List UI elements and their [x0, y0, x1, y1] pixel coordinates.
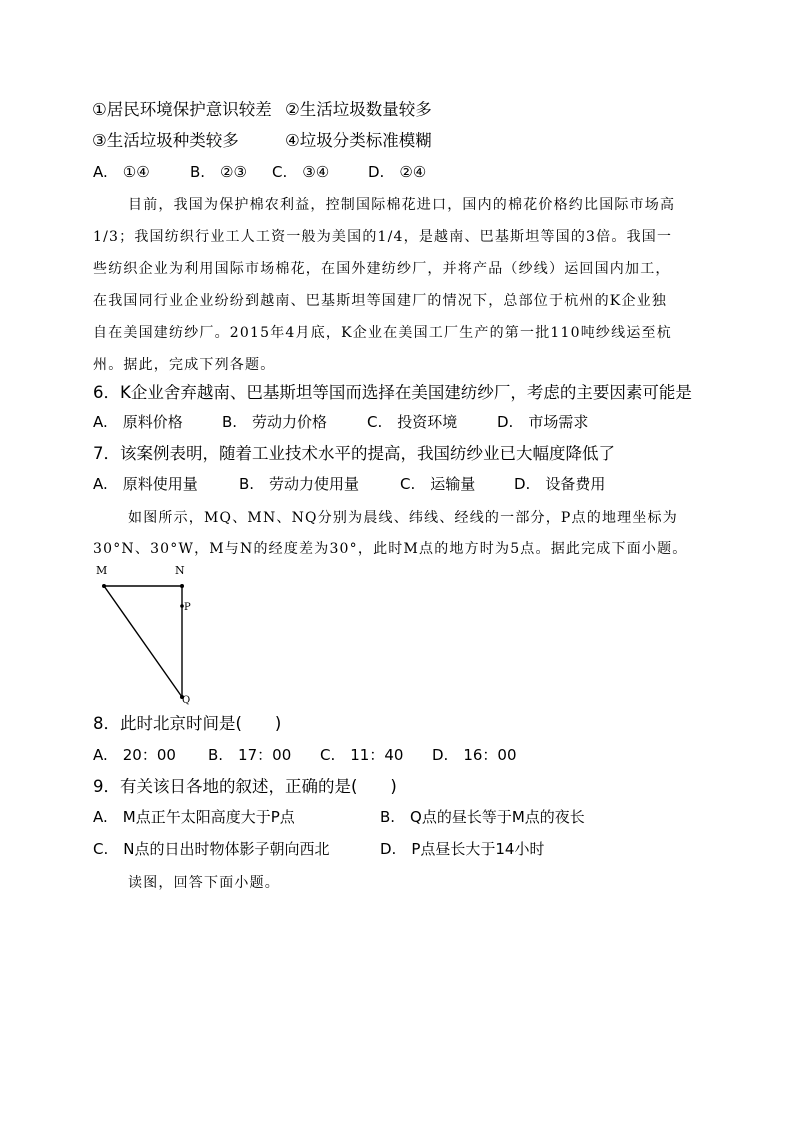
terminator-figure [90, 560, 200, 705]
q6-option-d: D. 市场需求 [497, 413, 589, 431]
q8-stem: 8．此时北京时间是( ) [93, 714, 282, 733]
q5-option-b: B. ②③ [190, 163, 247, 181]
passage1-line-4: 在我国同行业企业纷纷到越南、巴基斯坦等国建厂的情况下，总部位于杭州的K企业独 [93, 293, 668, 309]
q9-option-b: B. Q点的昼长等于M点的夜长 [380, 808, 585, 826]
q5-option-c: C. ③④ [272, 163, 330, 181]
terminator-line-mq [104, 586, 182, 697]
q5-option-d: D. ②④ [368, 163, 427, 181]
passage1-line-1: 目前，我国为保护棉农利益，控制国际棉花进口，国内的棉花价格约比国际市场高 [128, 197, 676, 213]
next-section-instruction: 读图，回答下面小题。 [128, 875, 280, 891]
q6-option-a: A. 原料价格 [93, 413, 183, 431]
q5-statement-4: ④垃圾分类标准模糊 [285, 131, 432, 150]
q5-option-a: A. ①④ [93, 163, 150, 181]
q7-stem: 7．该案例表明，随着工业技术水平的提高，我国纺纱业已大幅度降低了 [93, 444, 615, 463]
q8-option-d: D. 16：00 [432, 746, 517, 764]
q9-option-d: D. P点昼长大于14小时 [380, 840, 545, 858]
point-m [102, 584, 106, 588]
q5-statement-1: ①居民环境保护意识较差 [92, 100, 272, 119]
q8-option-c: C. 11：40 [320, 746, 404, 764]
label-q: Q [182, 695, 191, 705]
q6-option-b: B. 劳动力价格 [222, 413, 328, 431]
q8-option-b: B. 17：00 [208, 746, 292, 764]
passage1-line-5: 自在美国建纺纱厂。2015年4月底，K企业在美国工厂生产的第一批110吨纱线运至杭 [93, 325, 672, 341]
q9-option-a: A. M点正午太阳高度大于P点 [93, 808, 295, 826]
label-n: N [175, 564, 185, 577]
label-m: M [96, 564, 108, 577]
q7-option-d: D. 设备费用 [514, 475, 606, 493]
q6-option-c: C. 投资环境 [367, 413, 458, 431]
passage1-line-2: 1/3；我国纺织行业工人工资一般为美国的1/4，是越南、巴基斯坦等国的3倍。我国一 [93, 229, 673, 245]
q6-stem: 6．K企业舍弃越南、巴基斯坦等国而选择在美国建纺纱厂，考虑的主要因素可能是 [93, 383, 692, 402]
label-p: P [184, 602, 191, 613]
q8-option-a: A. 20：00 [93, 746, 176, 764]
passage1-line-3: 些纺织企业为利用国际市场棉花，在国外建纺纱厂，并将产品（纱线）运回国内加工， [93, 261, 671, 277]
q9-stem: 9．有关该日各地的叙述，正确的是( ) [93, 777, 397, 796]
passage1-line-6: 州。据此，完成下列各题。 [93, 357, 276, 373]
q7-option-c: C. 运输量 [400, 475, 476, 493]
q5-statement-3: ③生活垃圾种类较多 [92, 131, 239, 150]
passage2-line-2: 30°N、30°W，M与N的经度差为30°，此时M点的地方时为5点。据此完成下面小题。 [93, 541, 688, 557]
q9-option-c: C. N点的日出时物体影子朝向西北 [93, 840, 330, 858]
q7-option-a: A. 原料使用量 [93, 475, 198, 493]
q5-statement-2: ②生活垃圾数量较多 [285, 100, 432, 119]
q7-option-b: B. 劳动力使用量 [239, 475, 360, 493]
point-n [180, 584, 184, 588]
passage2-line-1: 如图所示，MQ、MN、NQ分别为晨线、纬线、经线的一部分，P点的地理坐标为 [128, 510, 678, 526]
terminator-diagram [90, 560, 200, 705]
